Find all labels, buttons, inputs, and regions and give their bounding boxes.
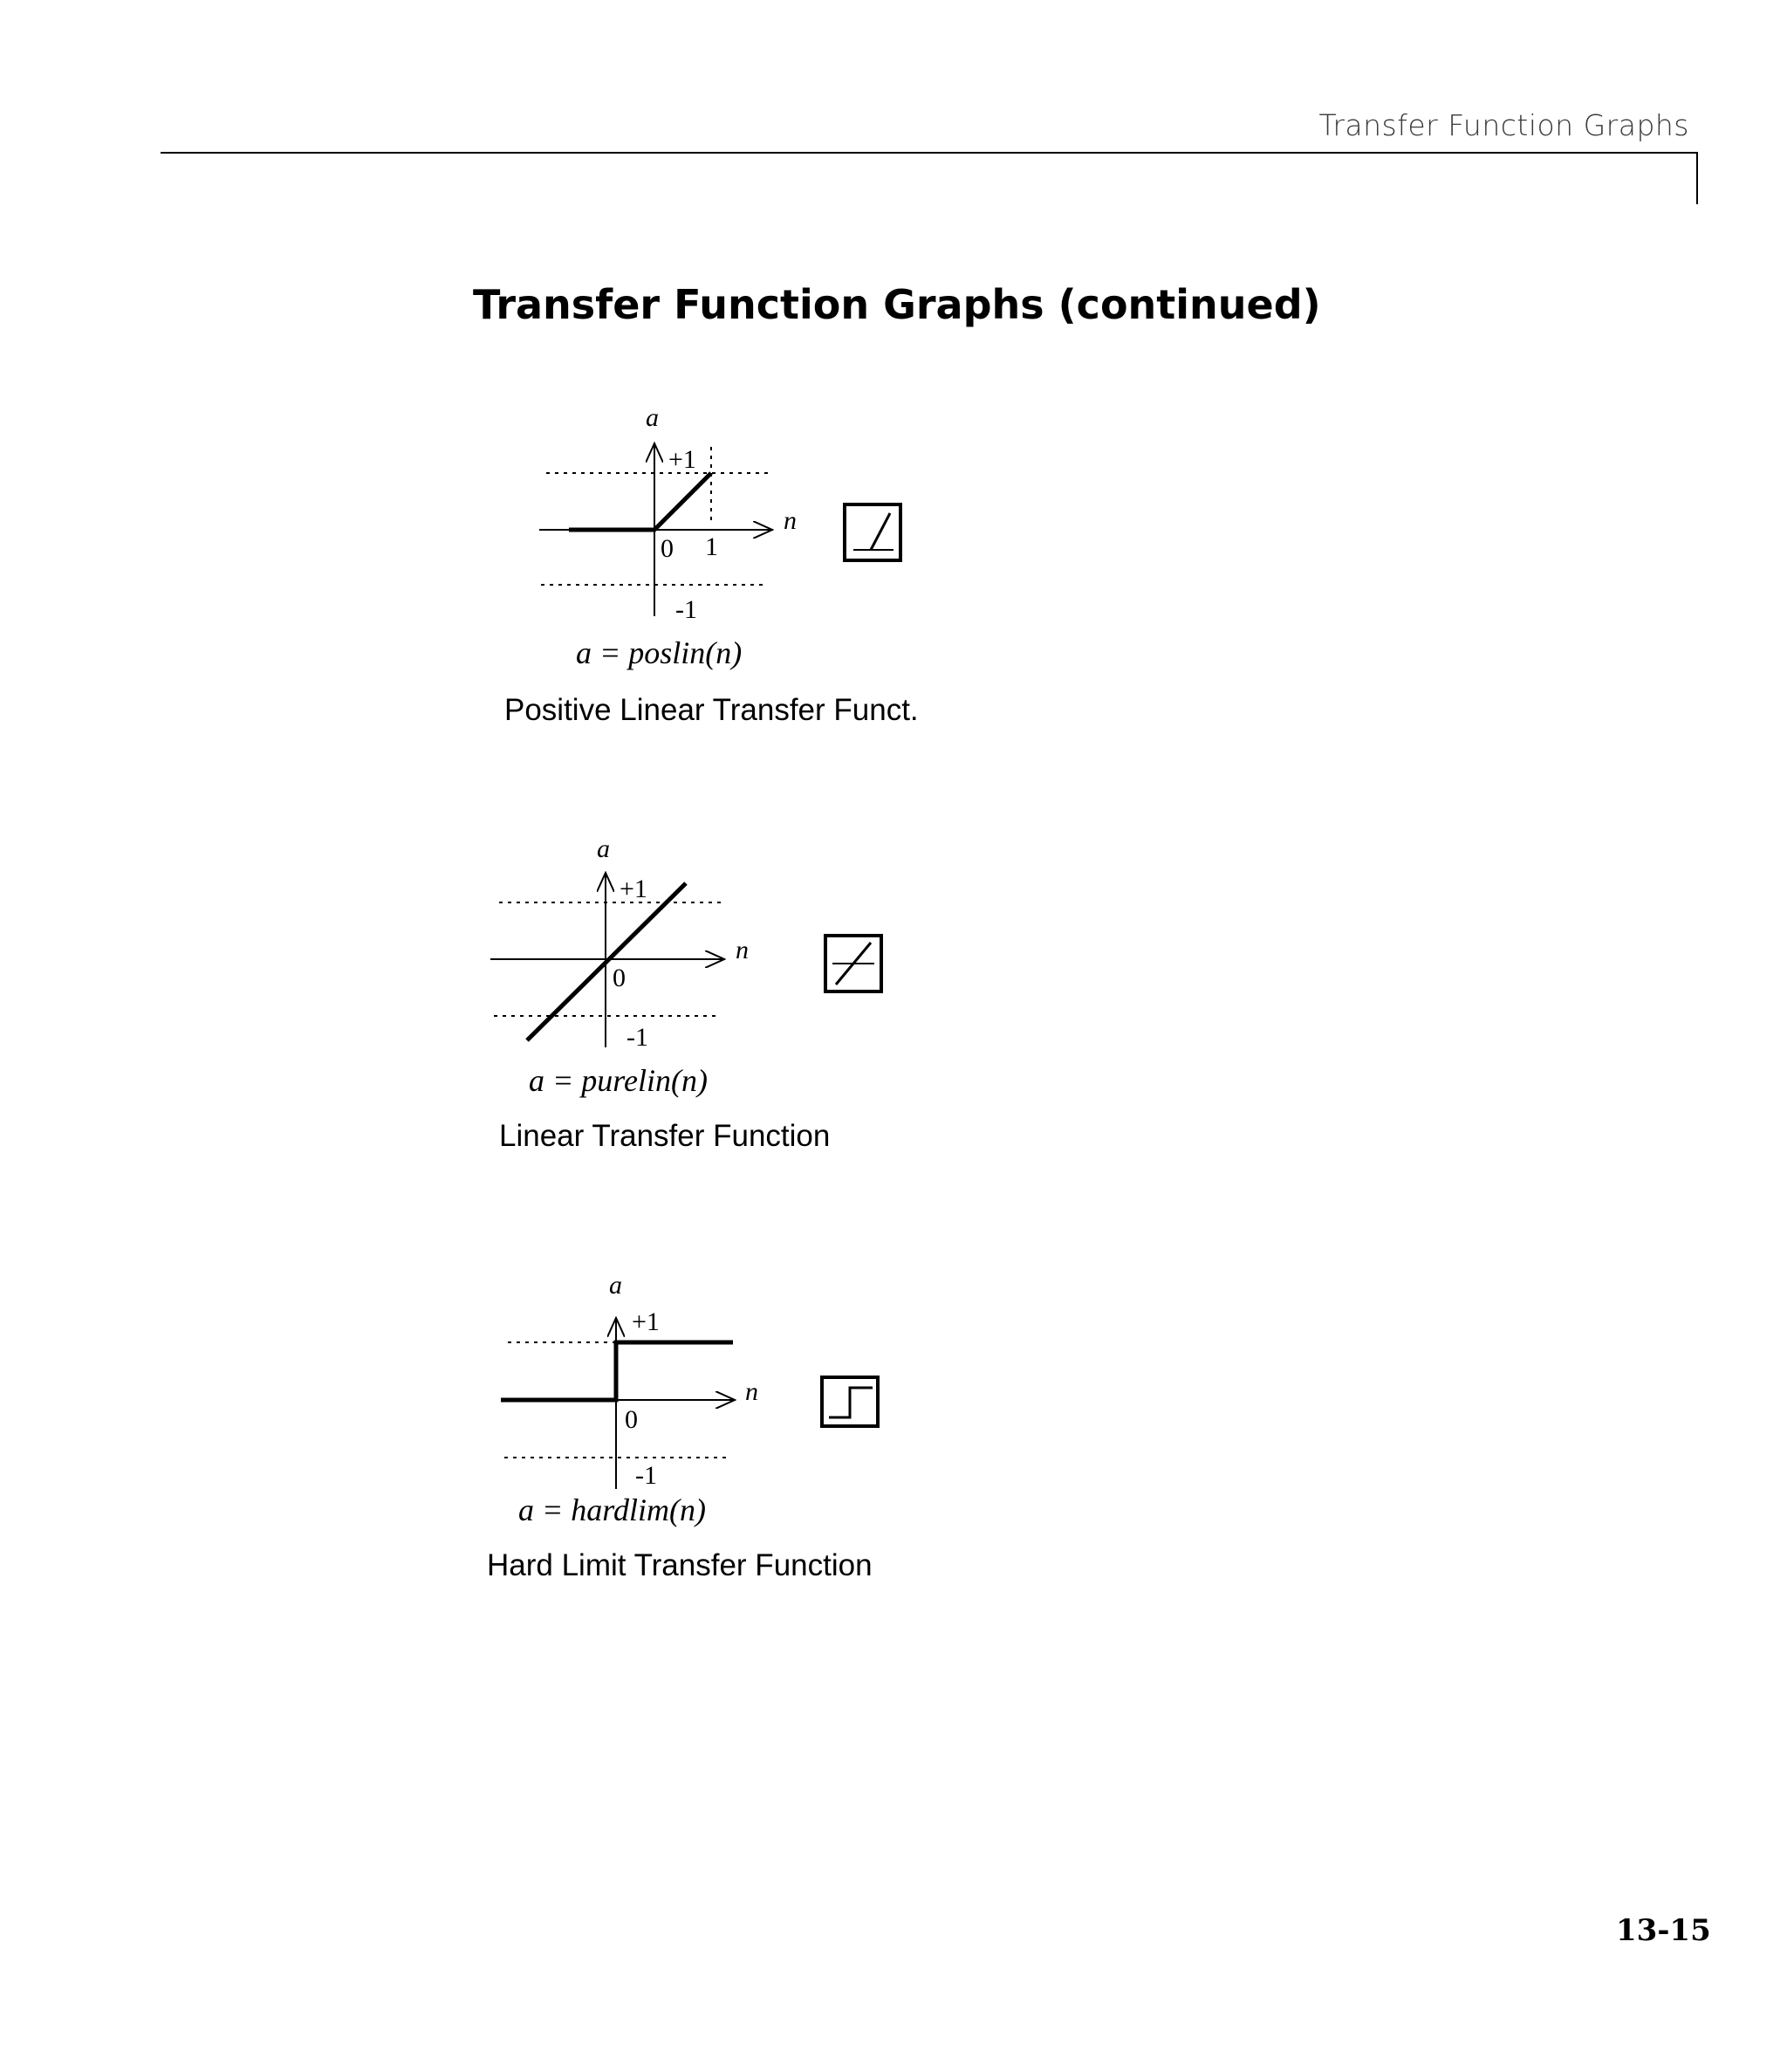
tick-label-plus-one: +1 (620, 875, 647, 903)
graph-purelin (0, 813, 1787, 1197)
n-axis-label: n (736, 936, 749, 964)
a-axis-label: a (609, 1271, 622, 1300)
header-rule-tick (1696, 152, 1698, 204)
running-header: Transfer Function Graphs (1318, 108, 1689, 142)
graph-hardlim (0, 1245, 1787, 1629)
caption: Linear Transfer Function (499, 1119, 831, 1153)
tick-label-minus-one: -1 (635, 1461, 657, 1490)
hardlim-curve (501, 1342, 733, 1400)
positive-linear-icon (845, 504, 900, 560)
purelin-plot (0, 813, 1787, 1197)
poslin-curve (569, 473, 711, 530)
linear-icon (825, 936, 881, 991)
tick-label-plus-one: +1 (668, 445, 696, 474)
graph-poslin (0, 384, 1787, 768)
tick-label-minus-one: -1 (675, 595, 697, 624)
n-axis-label: n (784, 506, 797, 535)
n-axis-label: n (745, 1377, 758, 1406)
equation: a = hardlim(n) (518, 1492, 706, 1527)
section-title: Transfer Function Graphs (continued) (473, 281, 1321, 328)
hard-limit-icon (822, 1377, 878, 1426)
a-axis-label: a (597, 834, 610, 863)
tick-label-one: 1 (705, 532, 718, 561)
header-rule (161, 152, 1698, 154)
tick-label-zero: 0 (613, 964, 626, 992)
page-number: 13-15 (1616, 1913, 1711, 1948)
tick-label-zero: 0 (625, 1405, 638, 1434)
tick-label-plus-one: +1 (632, 1307, 660, 1336)
equation: a = purelin(n) (529, 1063, 708, 1098)
a-axis-label: a (646, 403, 659, 432)
tick-label-zero: 0 (661, 534, 674, 563)
hardlim-plot (0, 1245, 1787, 1629)
tick-label-minus-one: -1 (626, 1023, 648, 1052)
caption: Hard Limit Transfer Function (487, 1548, 873, 1582)
caption: Positive Linear Transfer Funct. (504, 693, 919, 727)
equation: a = poslin(n) (576, 635, 743, 670)
